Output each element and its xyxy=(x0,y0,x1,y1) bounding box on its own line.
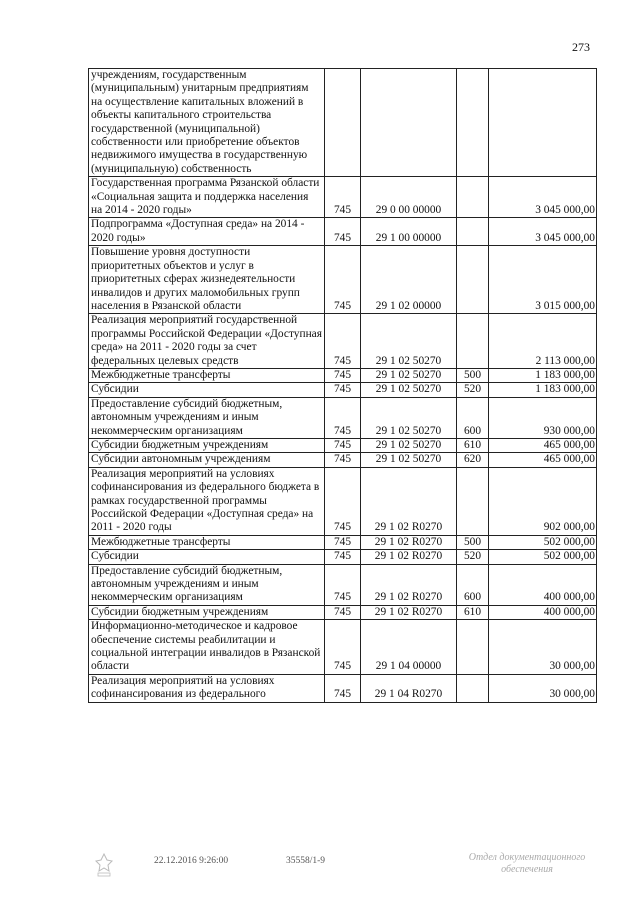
row-name: Межбюджетные трансферты xyxy=(89,535,325,549)
row-expense-type: 500 xyxy=(457,368,489,382)
row-name: Предоставление субсидий бюджетным, автономным учреждениям и иным некоммерческим организациям xyxy=(89,397,325,438)
table-row xyxy=(89,368,597,382)
table-row xyxy=(89,564,597,605)
row-target-article: 29 1 02 R0270 xyxy=(361,535,457,549)
row-target-article: 29 1 02 50270 xyxy=(361,453,457,467)
row-code: 745 xyxy=(325,314,361,369)
row-name: Государственная программа Рязанской области «Социальная защита и поддержка населения на 2014 - 2020 годы» xyxy=(89,177,325,218)
row-name: Повышение уровня доступности приоритетных объектов и услуг в приоритетных сферах жизнедеятельности инвалидов и других маломобильных групп населения в Рязанской области xyxy=(89,246,325,314)
row-target-article: 29 1 02 50270 xyxy=(361,368,457,382)
emblem-icon xyxy=(92,852,116,878)
row-name: Субсидии xyxy=(89,550,325,564)
table-row xyxy=(89,620,597,675)
row-code: 745 xyxy=(325,620,361,675)
row-sum: 502 000,00 xyxy=(489,535,597,549)
row-code xyxy=(325,69,361,177)
row-sum: 902 000,00 xyxy=(489,467,597,535)
footer-doc-number: 35558/1-9 xyxy=(286,856,326,866)
row-expense-type xyxy=(457,467,489,535)
row-expense-type: 620 xyxy=(457,453,489,467)
row-expense-type xyxy=(457,246,489,314)
table-row xyxy=(89,69,597,177)
page-number: 273 xyxy=(572,40,590,54)
row-name: Субсидии бюджетным учреждениям xyxy=(89,605,325,619)
row-code: 745 xyxy=(325,535,361,549)
row-sum: 930 000,00 xyxy=(489,397,597,438)
table-row xyxy=(89,246,597,314)
row-target-article: 29 1 02 50270 xyxy=(361,397,457,438)
row-target-article: 29 1 04 00000 xyxy=(361,620,457,675)
table-row xyxy=(89,674,597,702)
row-target-article xyxy=(361,69,457,177)
row-expense-type xyxy=(457,620,489,675)
row-target-article: 29 1 02 R0270 xyxy=(361,564,457,605)
row-sum xyxy=(489,69,597,177)
row-target-article: 29 1 02 R0270 xyxy=(361,605,457,619)
table-row xyxy=(89,314,597,369)
row-expense-type xyxy=(457,314,489,369)
table-row xyxy=(89,605,597,619)
table-row xyxy=(89,535,597,549)
row-name: Реализация мероприятий на условиях софинансирования из федерального бюджета в рамках государственной программы Российской Федерации «Доступная среда» на 2011 - 2020 годы xyxy=(89,467,325,535)
row-code: 745 xyxy=(325,467,361,535)
row-sum: 465 000,00 xyxy=(489,453,597,467)
row-expense-type: 520 xyxy=(457,383,489,397)
row-code: 745 xyxy=(325,564,361,605)
row-sum: 465 000,00 xyxy=(489,438,597,452)
row-code: 745 xyxy=(325,397,361,438)
row-name: Информационно-методическое и кадровое обеспечение системы реабилитации и социальной интеграции инвалидов в Рязанской области xyxy=(89,620,325,675)
table-row xyxy=(89,438,597,452)
row-sum: 30 000,00 xyxy=(489,674,597,702)
row-sum: 1 183 000,00 xyxy=(489,383,597,397)
row-code: 745 xyxy=(325,177,361,218)
row-sum: 1 183 000,00 xyxy=(489,368,597,382)
row-sum: 30 000,00 xyxy=(489,620,597,675)
row-sum: 3 045 000,00 xyxy=(489,177,597,218)
budget-table xyxy=(88,68,597,703)
row-sum: 3 045 000,00 xyxy=(489,218,597,246)
row-target-article: 29 1 04 R0270 xyxy=(361,674,457,702)
row-expense-type: 500 xyxy=(457,535,489,549)
row-target-article: 29 1 02 R0270 xyxy=(361,467,457,535)
row-expense-type xyxy=(457,177,489,218)
row-sum: 502 000,00 xyxy=(489,550,597,564)
row-code: 745 xyxy=(325,438,361,452)
table-row xyxy=(89,383,597,397)
row-expense-type xyxy=(457,218,489,246)
row-code: 745 xyxy=(325,550,361,564)
table-row xyxy=(89,177,597,218)
row-sum: 400 000,00 xyxy=(489,605,597,619)
row-expense-type: 600 xyxy=(457,397,489,438)
row-code: 745 xyxy=(325,218,361,246)
row-name: Предоставление субсидий бюджетным, автономным учреждениям и иным некоммерческим организациям xyxy=(89,564,325,605)
row-name: Субсидии автономным учреждениям xyxy=(89,453,325,467)
row-target-article: 29 1 02 50270 xyxy=(361,314,457,369)
row-sum: 2 113 000,00 xyxy=(489,314,597,369)
row-code: 745 xyxy=(325,246,361,314)
stamp-text: Отдел документационного обеспечения xyxy=(468,852,586,875)
row-expense-type xyxy=(457,69,489,177)
row-name: Реализация мероприятий на условиях софинансирования из федерального xyxy=(89,674,325,702)
row-name: Межбюджетные трансферты xyxy=(89,368,325,382)
row-expense-type: 610 xyxy=(457,605,489,619)
row-name: Субсидии xyxy=(89,383,325,397)
row-name: Субсидии бюджетным учреждениям xyxy=(89,438,325,452)
row-target-article: 29 1 02 R0270 xyxy=(361,550,457,564)
row-expense-type: 600 xyxy=(457,564,489,605)
row-code: 745 xyxy=(325,453,361,467)
row-name: учреждениям, государственным (муниципальным) унитарным предприятиям на осуществление капитальных вложений в объекты капитального строительства государственной (муниципальной) собственности или приобретение объектов недвижимого имущества в государственную (муниципальную) собственность xyxy=(89,69,325,177)
row-target-article: 29 1 02 50270 xyxy=(361,438,457,452)
row-sum: 400 000,00 xyxy=(489,564,597,605)
table-row xyxy=(89,397,597,438)
row-code: 745 xyxy=(325,383,361,397)
row-target-article: 29 1 02 50270 xyxy=(361,383,457,397)
row-name: Реализация мероприятий государственной программы Российской Федерации «Доступная среда» на 2011 - 2020 годы за счет федеральных целевых средств xyxy=(89,314,325,369)
table-row xyxy=(89,550,597,564)
row-code: 745 xyxy=(325,368,361,382)
row-name: Подпрограмма «Доступная среда» на 2014 - 2020 годы» xyxy=(89,218,325,246)
table-row xyxy=(89,453,597,467)
row-sum: 3 015 000,00 xyxy=(489,246,597,314)
row-code: 745 xyxy=(325,674,361,702)
row-target-article: 29 0 00 00000 xyxy=(361,177,457,218)
row-expense-type: 520 xyxy=(457,550,489,564)
row-target-article: 29 1 02 00000 xyxy=(361,246,457,314)
footer-datetime: 22.12.2016 9:26:00 xyxy=(154,856,229,866)
row-expense-type xyxy=(457,674,489,702)
table-row xyxy=(89,218,597,246)
row-expense-type: 610 xyxy=(457,438,489,452)
table-row xyxy=(89,467,597,535)
row-target-article: 29 1 00 00000 xyxy=(361,218,457,246)
row-code: 745 xyxy=(325,605,361,619)
